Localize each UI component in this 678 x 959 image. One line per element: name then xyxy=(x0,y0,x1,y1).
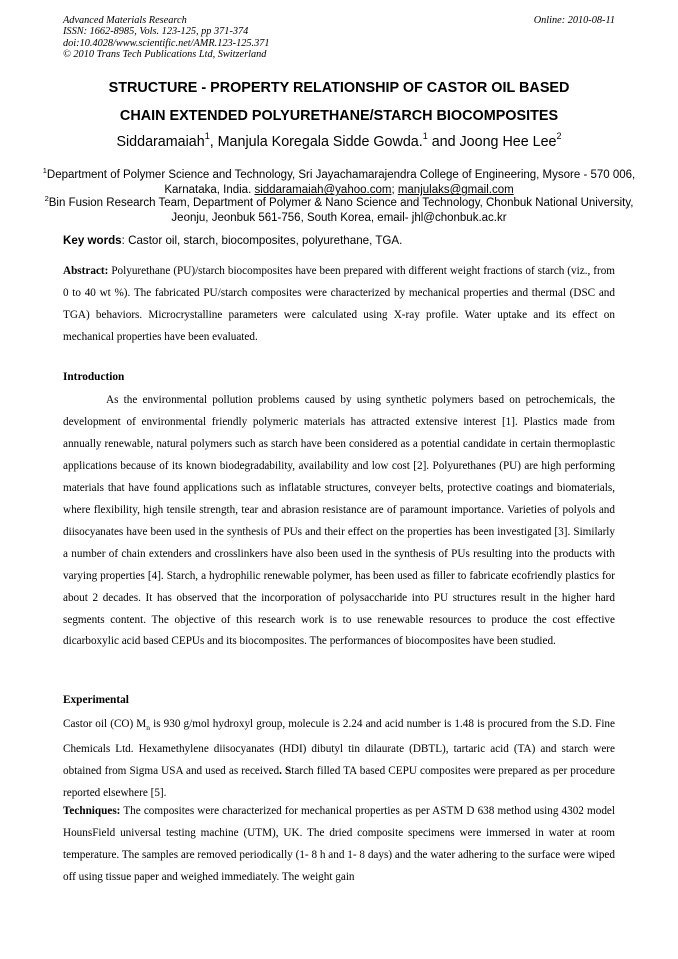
introduction-heading: Introduction xyxy=(63,371,125,383)
keywords-label: Key words xyxy=(63,234,122,247)
experimental-bold-fragment: . S xyxy=(279,765,292,778)
author-3: and Joong Hee Lee xyxy=(427,133,557,150)
abstract xyxy=(63,261,615,349)
experimental-text-3: tarch filled TA based CEPU composites were prepared as per procedure reported elsewhere [5]. xyxy=(63,765,615,800)
copyright-line: © 2010 Trans Tech Publications Ltd, Switzerland xyxy=(63,48,267,60)
abstract-text: Polyurethane (PU)/starch biocomposites have been prepared with different weight fractions of starch (viz., from 0 to 40 wt %). The fabricated PU/starch composites were characterized by mechanical properties and thermal (DSC and TGA) behaviors. Microcrystalline parameters were calculated using X-ray profile. Water uptake and its effect on mechanical properties have been evaluated. xyxy=(63,265,615,343)
journal-name: Advanced Materials Research xyxy=(63,15,187,26)
introduction-body xyxy=(63,390,615,653)
email-separator: ; xyxy=(391,184,398,197)
paper-title-line-2: CHAIN EXTENDED POLYURETHANE/STARCH BIOCOMPOSITES xyxy=(119,108,559,124)
introduction-text: As the environmental pollution problems caused by using synthetic polymers based on petrochemicals, the development of environmental friendly polymeric materials has attracted extensive interest [1]. Plastics made from annually renewable, natural polymers such as starch have been considered as a potential candidate in certain thermoplastic applications because of its known biodegradability, availability and low cost [2]. Polyurethanes (PU) are high performing materials that have found applications such as inflatable structures, conveyer belts, protective coatings and biomaterials, where flexibility, high tensile strength, tear and abrasion resistance are of paramount importance. Varieties of polyols and diisocyanates have been used in the synthesis of PUs and their effect on the properties has been investigated [3]. Similarly a number of chain extenders and crosslinkers have also been used in the synthesis of PUs resulting into the products with varying properties [4]. Starch, a hydrophilic renewable polymer, has been used as filler to fabricate ecofriendly plastics for about 2 decades. It has observed that the incorporation of polysaccharide into PU structures result in the higher hard segments content. The objective of this research work is to use renewable resources to produce the cost effective dicarboxylic acid based CEPUs and its biocomposites. The performances of biocomposites have been studied. xyxy=(63,394,615,648)
journal-header xyxy=(63,15,270,60)
paper-title-line-1: STRUCTURE - PROPERTY RELATIONSHIP OF CASTOR OIL BASED xyxy=(108,80,570,96)
doi-line: doi:10.4028/www.scientific.net/AMR.123-125.371 xyxy=(63,37,270,49)
author-2: , Manjula Koregala Sidde Gowda. xyxy=(209,133,423,150)
issn-line: ISSN: 1662-8985, Vols. 123-125, pp 371-374 xyxy=(63,26,249,38)
author-list xyxy=(30,132,648,150)
author-1-affil-mark: 1 xyxy=(204,131,210,141)
experimental-text-1: Castor oil (CO) M xyxy=(63,718,147,730)
experimental-heading: Experimental xyxy=(63,694,129,706)
affiliation-2 xyxy=(40,191,638,227)
author-1: Siddaramaiah xyxy=(116,133,205,150)
abstract-label: Abstract: xyxy=(63,265,109,277)
affiliation-2-text: Bin Fusion Research Team, Department of Polymer & Nano Science and Technology, Chonbuk National University, Jeonju, Jeonbuk 561-756, South Korea, email- jhl@chonbuk.ac.kr xyxy=(48,196,634,225)
experimental-text-2: is 930 g/mol hydroxyl group, molecule is 2.24 and acid number is 1.48 is procured from the S.D. Fine Chemicals Ltd. Hexamethylene diisocyanates (HDI) dibutyl tin dilaurate (DBTL), tartaric acid (TA) and starch were obtained from Sigma USA and used as received xyxy=(63,718,615,778)
techniques-body xyxy=(63,801,615,889)
email-link-siddaramaiah[interactable]: siddaramaiah@yahoo.com xyxy=(254,184,392,197)
affiliation-1-text: Department of Polymer Science and Technology, Sri Jayachamarajendra College of Engineering, Mysore - 570 006, Karnataka, India. xyxy=(46,168,636,197)
online-date: Online: 2010-08-11 xyxy=(533,15,615,26)
author-3-affil-mark: 2 xyxy=(556,131,562,141)
author-2-affil-mark: 1 xyxy=(422,131,428,141)
mn-subscript: n xyxy=(146,723,151,733)
affiliation-1-mark: 1 xyxy=(42,166,47,175)
experimental-body xyxy=(63,714,615,805)
techniques-label: Techniques: xyxy=(63,805,121,817)
techniques-text: The composites were characterized for mechanical properties as per ASTM D 638 method using 4302 model HounsField universal testing machine (UTM), UK. The dried composite specimens were immersed in water at room temperature. The samples are removed periodically (1- 8 h and 1- 8 days) and the water adhering to the surface were wiped off using tissue paper and weighed immediately. The weight gain xyxy=(63,805,615,883)
email-link-manjulaks[interactable]: manjulaks@gmail.com xyxy=(397,184,514,197)
keywords-text: : Castor oil, starch, biocomposites, polyurethane, TGA. xyxy=(121,234,403,247)
affiliation-2-mark: 2 xyxy=(44,194,49,203)
keywords xyxy=(63,234,623,247)
